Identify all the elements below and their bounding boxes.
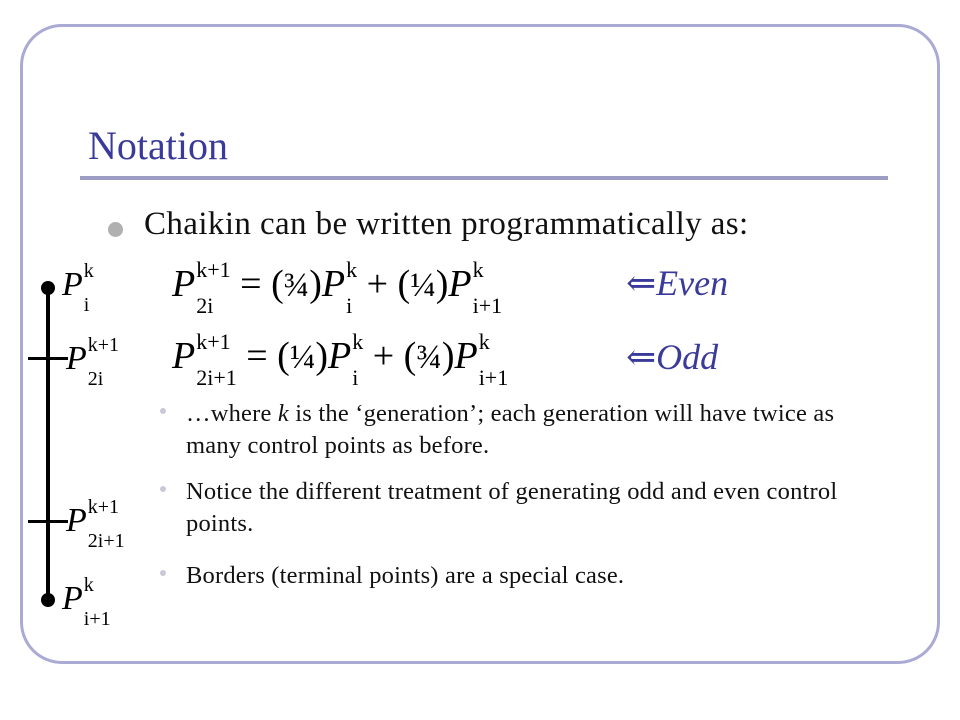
slide-title: Notation [88,123,228,168]
label-p-2i1-k1: P k+1 2i+1 [66,496,125,553]
sub-bullet-dot [160,408,166,414]
sub-bullet-odd-even: Notice the different treatment of generating odd and even control points. [186,478,838,537]
label-p-2i-k1: P k+1 2i [66,334,120,391]
sub-bullet-borders: Borders (terminal points) are a special case. [186,562,625,589]
main-bullet-text: Chaikin can be written programmatically as: [144,206,749,242]
note-even: ⇐Even [626,263,729,303]
bullet-dot [108,222,123,237]
equation-odd: P k+1 2i+1 = (¼)P k i + (¾)P k i+1 [172,329,509,391]
subdivision-tick-odd [28,520,68,523]
left-arrow-icon: ⇐ [626,263,657,303]
note-odd: ⇐Odd [626,337,719,377]
eq-lhs-indices: k+1 2i [196,257,231,319]
sub-bullet-generation: …where k is the ‘generation’; each generation will have twice as many control points as before. [186,400,835,459]
label-p-i-k: P k i [62,260,94,317]
sub-bullet-dot [160,486,166,492]
left-arrow-icon: ⇐ [626,337,657,377]
label-p-i1-k: P k i+1 [62,574,111,631]
eq-lhs-P: P [172,263,196,305]
subdivision-tick-even [28,357,68,360]
control-point-top [41,281,55,295]
control-point-bottom [41,593,55,607]
control-polygon-segment [46,287,50,601]
equation-even: P k+1 2i = (¾)P k i + (¼)P k i+1 [172,257,503,319]
title-underline [80,176,888,180]
sub-bullet-dot [160,570,166,576]
